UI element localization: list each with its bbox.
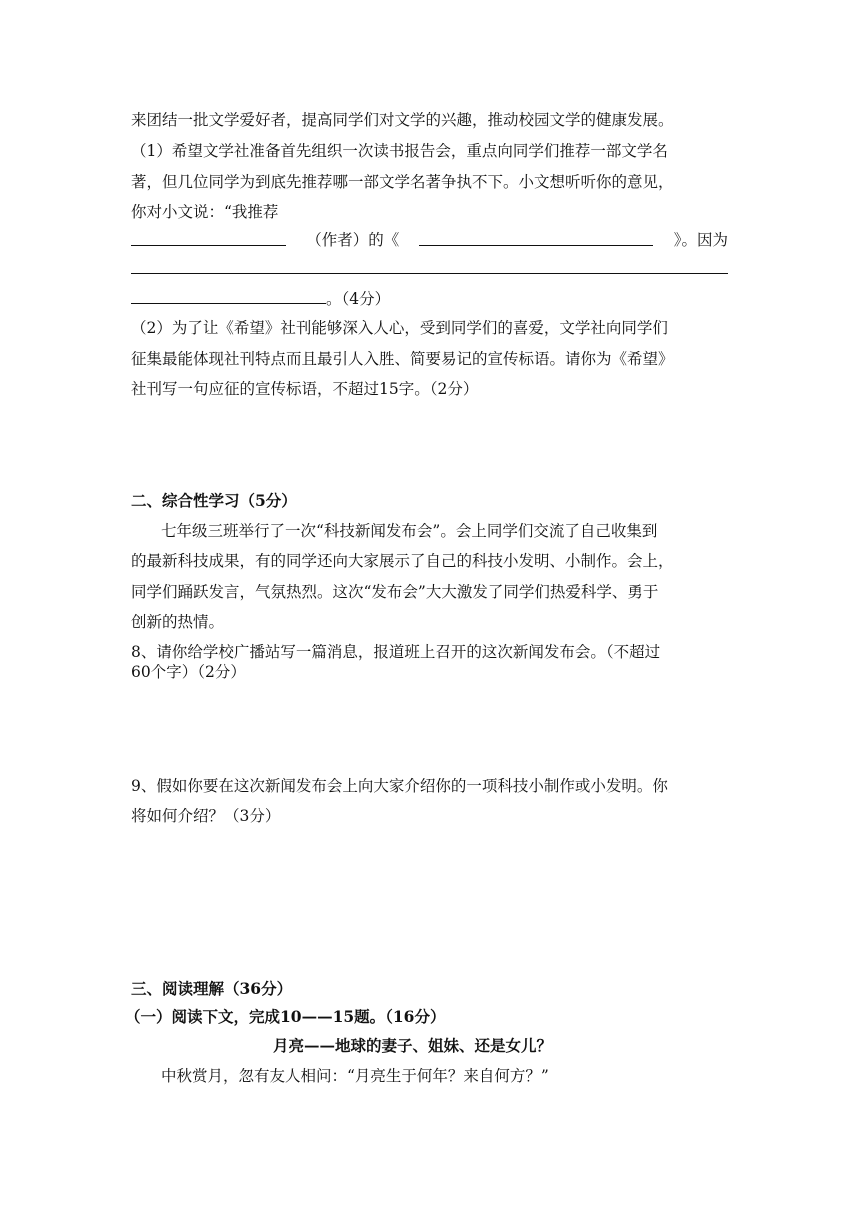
- section-2-para-line-3: 同学们踊跃发言，气氛热烈。这次“发布会”大大激发了同学们热爱科学、勇于: [131, 583, 659, 601]
- intro-tail-text: 来团结一批文学爱好者，提高同学们对文学的兴趣，推动校园文学的健康发展。: [131, 111, 674, 129]
- q2-line-2: 征集最能体现社刊特点而且最引人入胜、简要易记的宣传标语。请你为《希望》: [131, 350, 674, 368]
- q1-line-3: 你对小文说：“我推荐: [131, 203, 279, 221]
- q9-line-2: 将如何介绍？（3分）: [131, 807, 281, 825]
- article-title: 月亮——地球的妻子、姐妹、还是女儿？: [273, 1036, 553, 1055]
- section-3-sub-heading: （一）阅读下文，完成10——15题。（16分）: [125, 1007, 446, 1026]
- q2-line-3: 社刊写一句应征的宣传标语，不超过15字。（2分）: [131, 380, 479, 398]
- article-first-line: 中秋赏月，忽有友人相问：“月亮生于何年？来自何方？”: [161, 1067, 549, 1085]
- q8-line-1: 8、请你给学校广播站写一篇消息，报道班上召开的这次新闻发布会。（不超过: [131, 643, 661, 661]
- q1-line-1: （1）希望文学社准备首先组织一次读书报告会，重点向同学们推荐一部文学名: [131, 142, 668, 160]
- reason-blank-line[interactable]: [131, 273, 728, 274]
- q9-line-1: 9、假如你要在这次新闻发布会上向大家介绍你的一项科技小制作或小发明。你: [131, 777, 668, 795]
- q1-line-2: 著，但几位同学为到底先推荐哪一部文学名著争执不下。小文想听听你的意见，: [131, 173, 674, 191]
- q2-line-1: （2）为了让《希望》社刊能够深入人心，受到同学们的喜爱，文学社向同学们: [131, 319, 668, 337]
- q1-answer-row: [131, 229, 728, 251]
- section-2-heading: 二、综合性学习（5分）: [131, 491, 297, 510]
- q1-score: 。（4分）: [326, 290, 391, 308]
- q8-line-2: 60个字）（2分）: [131, 663, 246, 681]
- section-2-para-line-1: 七年级三班举行了一次“科技新闻发布会”。会上同学们交流了自己收集到: [161, 522, 658, 540]
- section-2-para-line-2: 的最新科技成果，有的同学还向大家展示了自己的科技小发明、小制作。会上，: [131, 552, 674, 570]
- section-3-heading: 三、阅读理解（36分）: [131, 979, 293, 998]
- author-blank[interactable]: [131, 229, 286, 246]
- book-title-blank[interactable]: [419, 229, 653, 246]
- author-label: （作者）的《: [306, 231, 400, 249]
- reason-label: 》。因为: [673, 231, 728, 249]
- section-2-para-line-4: 创新的热情。: [131, 613, 225, 631]
- q1-final-row: [131, 287, 390, 310]
- reason-blank-end[interactable]: [131, 287, 326, 304]
